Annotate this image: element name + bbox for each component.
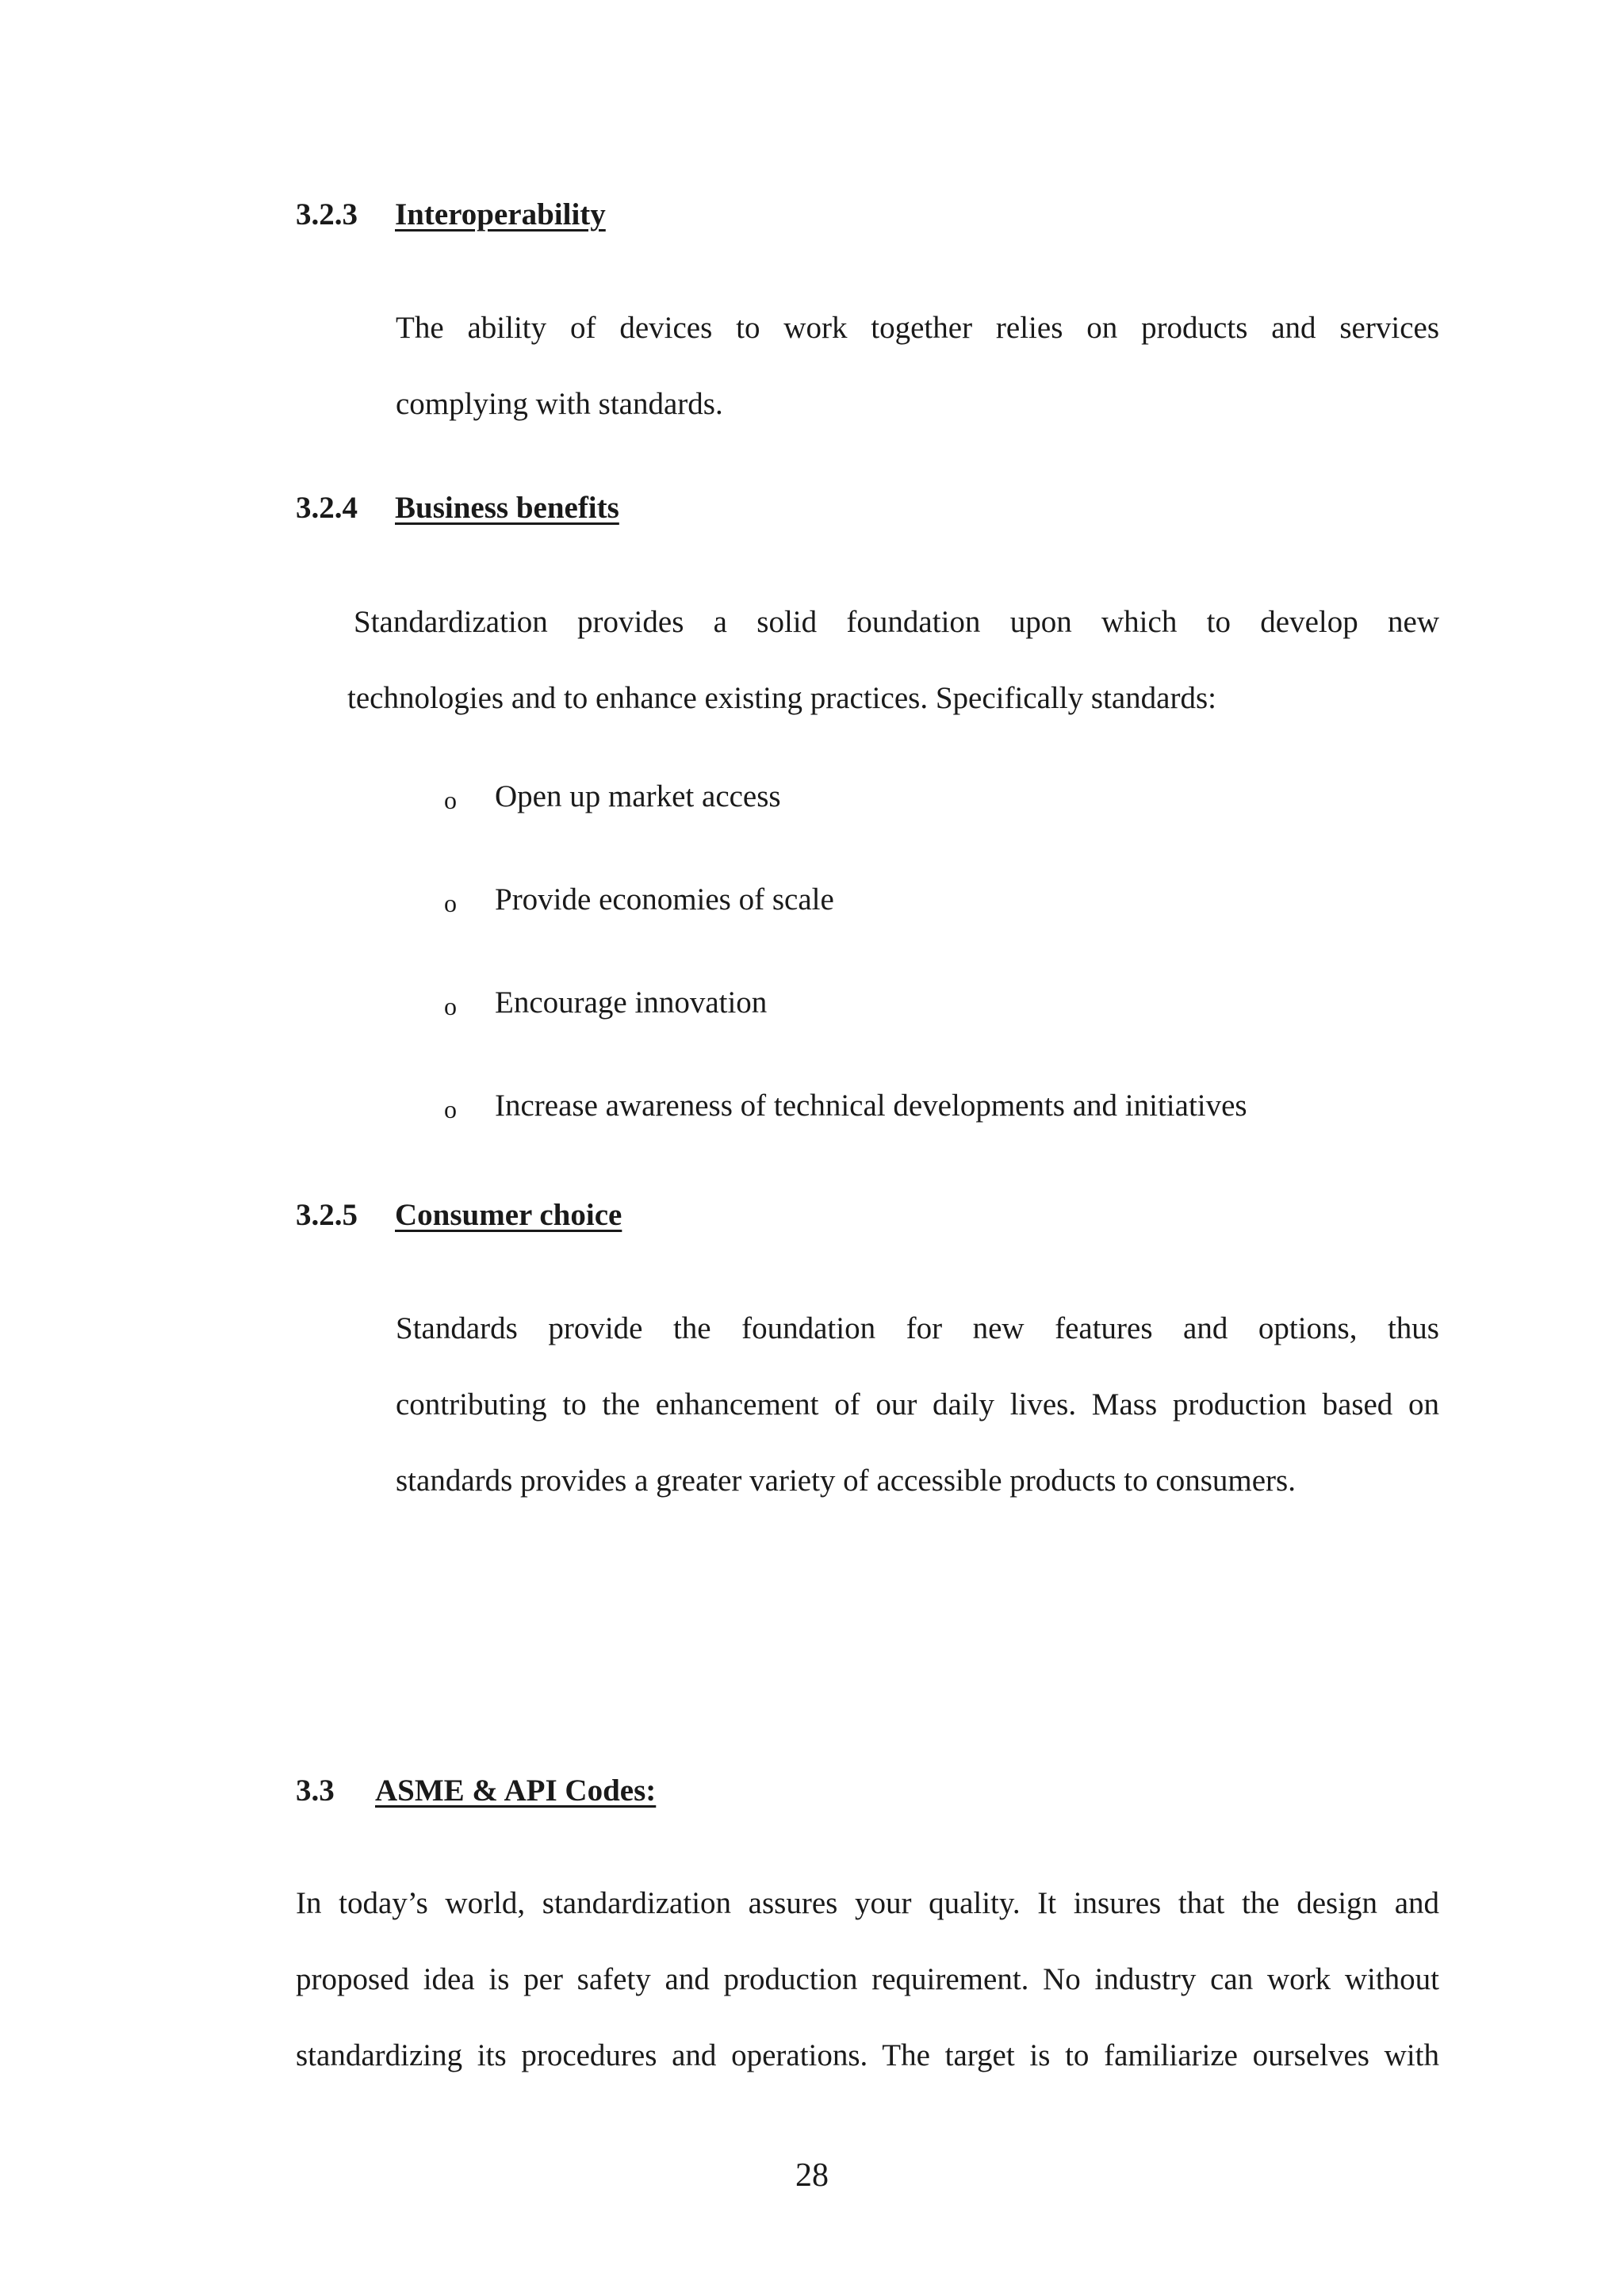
list-item: [444, 979, 1475, 1082]
paragraph-line: contributing to the enhancement of our daily lives. Mass production based on: [396, 1387, 1439, 1422]
paragraph-line: complying with standards.: [396, 387, 723, 421]
bullet-marker: o: [444, 1095, 457, 1123]
section-number: 3.2.3: [296, 197, 358, 232]
page-number: 28: [795, 2157, 829, 2194]
paragraph-business-benefits: [347, 584, 1439, 737]
section-heading-business-benefits: [296, 490, 772, 530]
list-item-text: Increase awareness of technical developments and initiatives: [495, 1089, 1247, 1123]
section-heading-interoperability: [296, 197, 772, 236]
section-title: Interoperability: [395, 197, 606, 232]
paragraph-asme-api: [296, 1866, 1439, 2094]
paragraph-line: technologies and to enhance existing practices. Specifically standards:: [347, 681, 1216, 715]
bullet-marker: o: [444, 889, 457, 917]
section-heading-asme-api: [296, 1773, 851, 1812]
paragraph-interoperability: [396, 290, 1439, 442]
list-item: [444, 876, 1475, 979]
list-item-text: Open up market access: [495, 779, 781, 813]
paragraph-line: proposed idea is per safety and production requirement. No industry can work without: [296, 1962, 1439, 1996]
section-title: Consumer choice: [395, 1198, 622, 1232]
list-item-text: Provide economies of scale: [495, 882, 834, 916]
paragraph-line: standardizing its procedures and operations. The target is to familiarize ourselves with: [296, 2038, 1439, 2072]
section-heading-consumer-choice: [296, 1197, 772, 1237]
paragraph-line: The ability of devices to work together relies on products and services: [396, 311, 1439, 345]
list-item-text: Encourage innovation: [495, 985, 768, 1020]
section-title: Business benefits: [395, 491, 619, 525]
business-benefits-list: [444, 773, 1475, 1185]
list-item: [444, 1082, 1475, 1185]
paragraph-consumer-choice: [396, 1291, 1439, 1519]
list-item: [444, 773, 1475, 876]
section-number: 3.2.5: [296, 1198, 358, 1232]
paragraph-line: In today’s world, standardization assures your quality. It insures that the design and: [296, 1886, 1439, 1920]
section-number: 3.3: [296, 1774, 335, 1808]
bullet-marker: o: [444, 992, 457, 1020]
paragraph-line: Standardization provides a solid foundation upon which to develop new: [354, 605, 1439, 639]
section-title: ASME & API Codes:: [375, 1774, 657, 1808]
section-number: 3.2.4: [296, 491, 358, 525]
paragraph-line: Standards provide the foundation for new features and options, thus: [396, 1311, 1439, 1345]
bullet-marker: o: [444, 786, 457, 814]
paragraph-line: standards provides a greater variety of accessible products to consumers.: [396, 1464, 1296, 1498]
